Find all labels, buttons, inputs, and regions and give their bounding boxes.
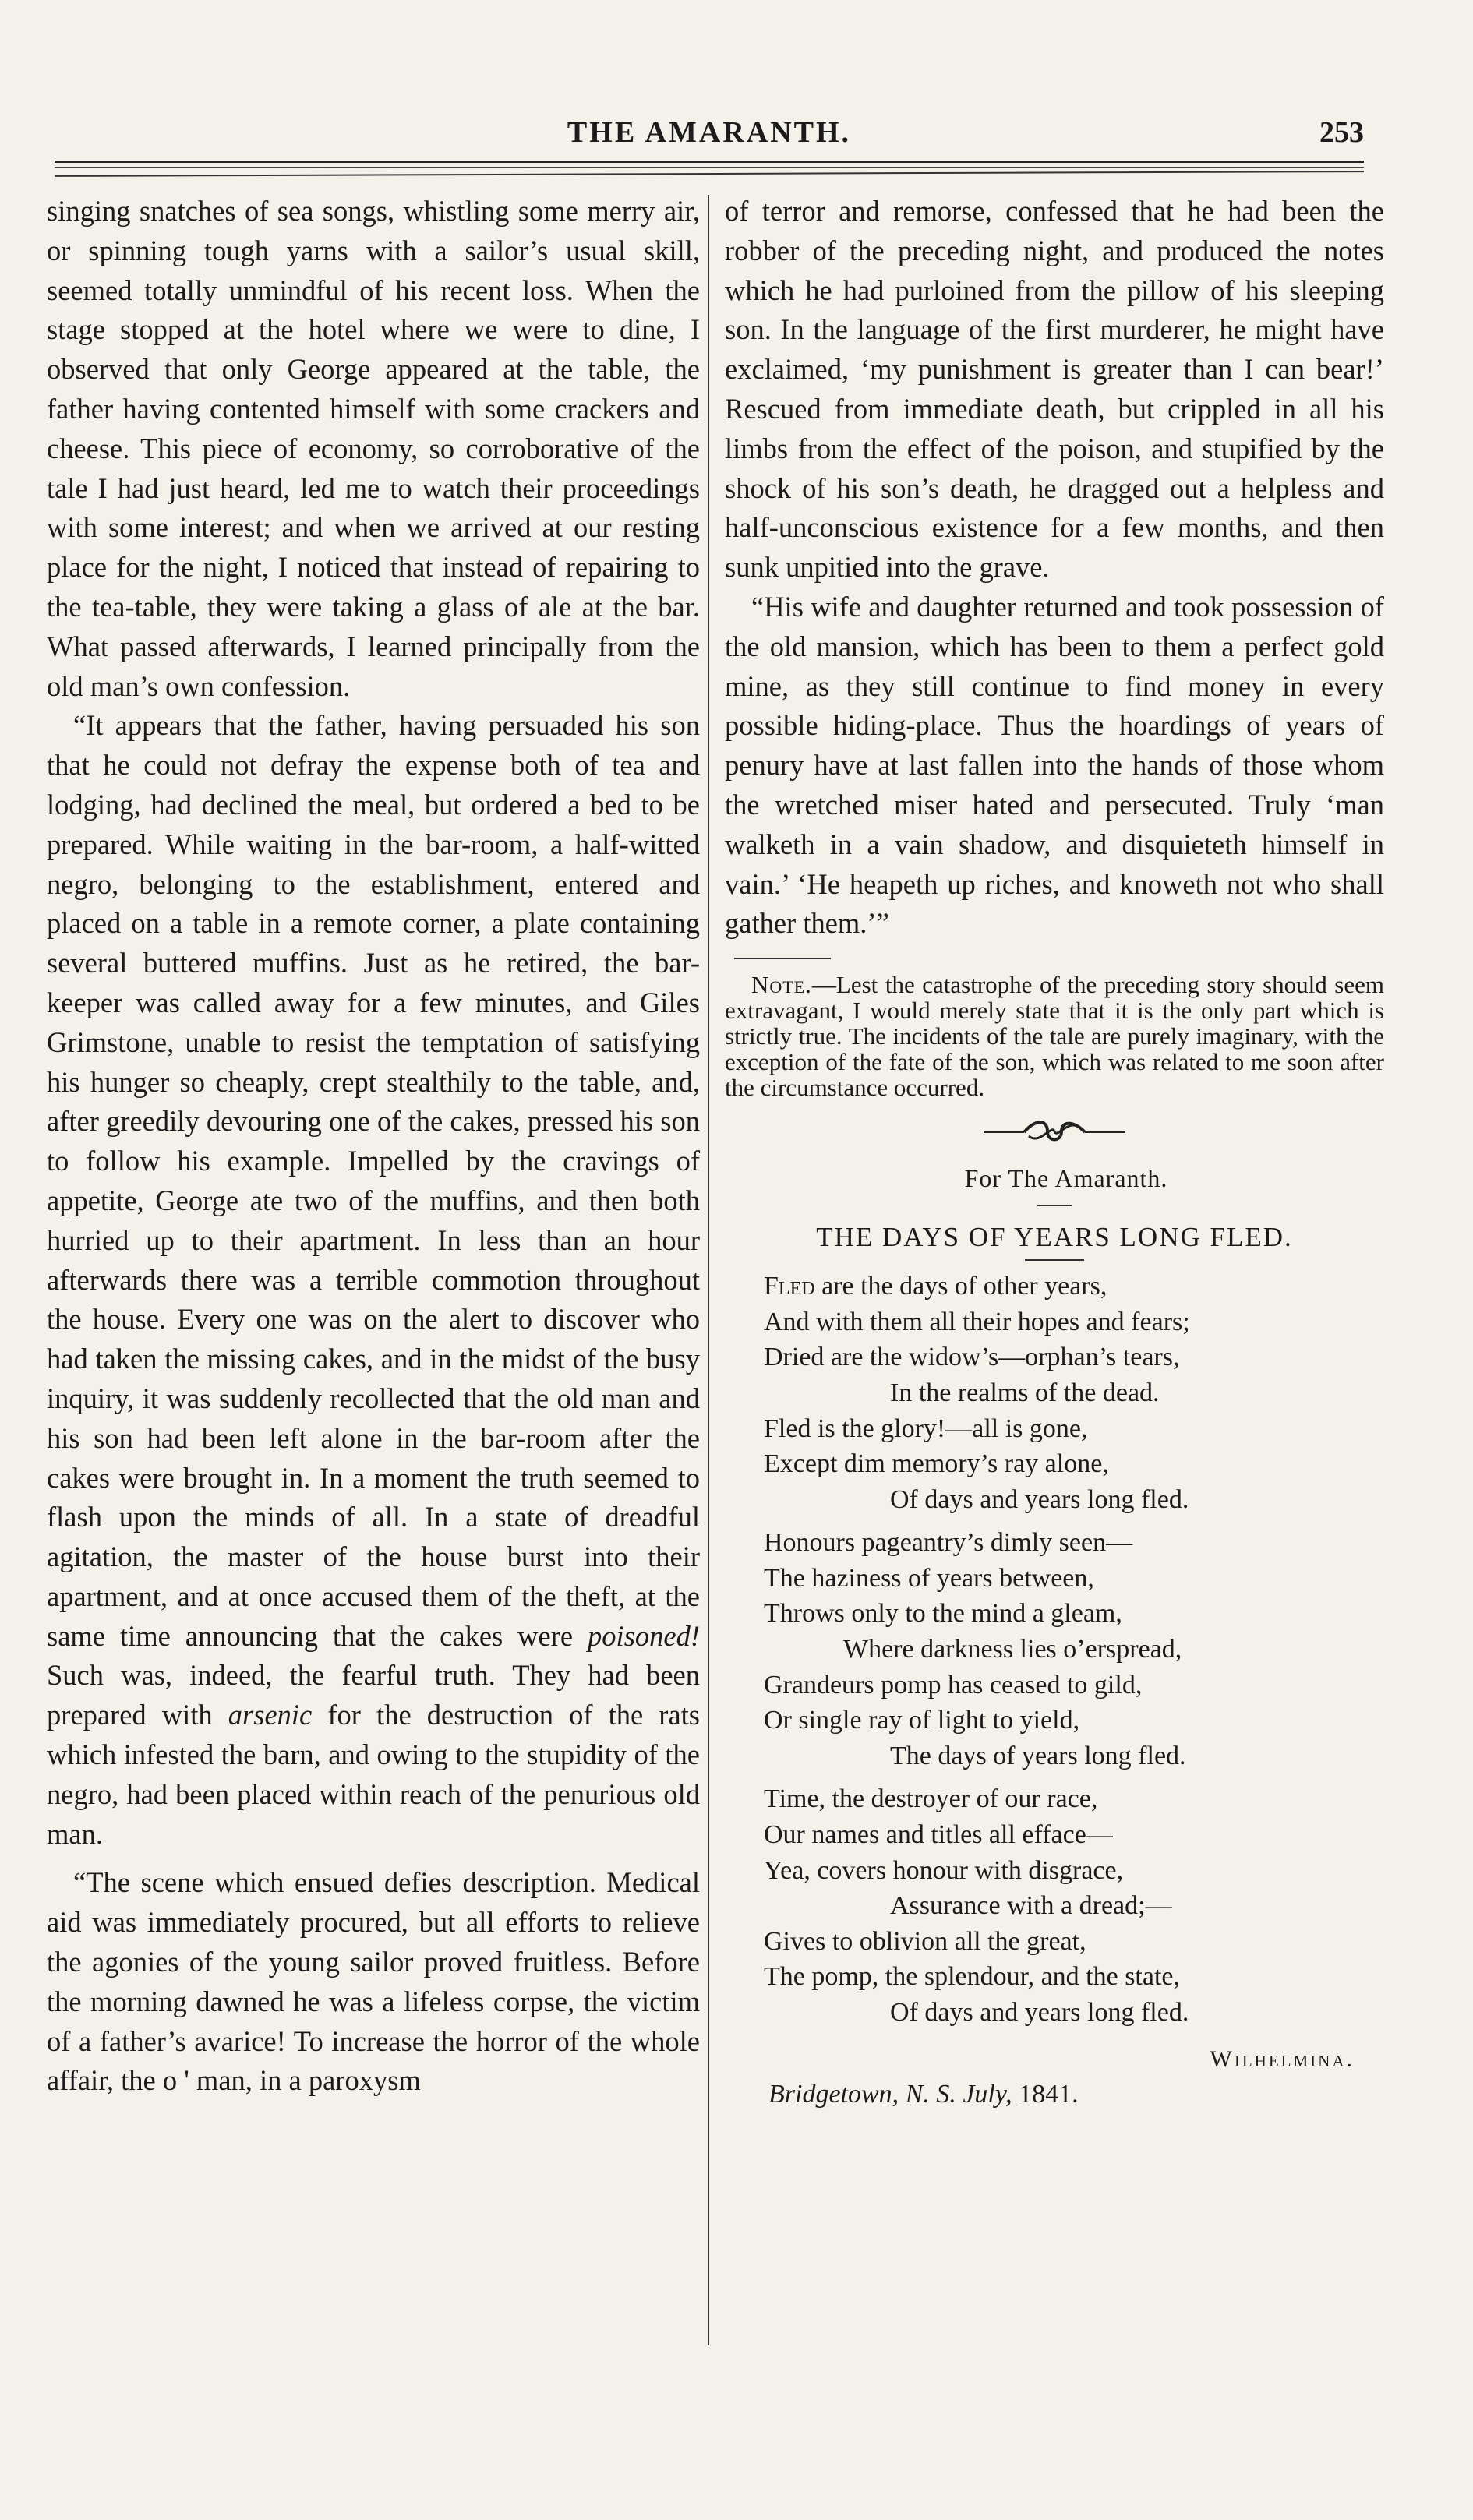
poem-line: Gives to oblivion all the great,: [764, 1926, 1086, 1956]
poem-line: Dried are the widow’s—orphan’s tears,: [764, 1343, 1180, 1372]
story-text: for the destruction of the rats which infested the barn, and owing to the stupidity of the negro, had been placed within reach of the penurious old man.: [47, 1699, 701, 1850]
poem-line: Our names and titles all efface—: [764, 1820, 1113, 1850]
poem-line: The pomp, the splendour, and the state,: [764, 1962, 1181, 1992]
section-rule: [734, 958, 831, 959]
dateline-place: Bridgetown, N. S. July,: [768, 2079, 1012, 2109]
for-the-amaranth-line: For The Amaranth.: [964, 1164, 1168, 1193]
poem-line: [764, 1269, 1384, 1304]
poem-line: Assurance with a dread;—: [890, 1891, 1172, 1921]
poem-title-rule: [1025, 1259, 1084, 1261]
story-text: “It appears that the father, having persuaded his son that he could not defray the expense both of tea and lodging, had declined the meal, but ordered a bed to be prepared. While waiting in the bar-room, a half-witted negro, belonging to the establishment, entered and placed on a table in a remote corner, a plate containing several buttered muffins. Just as he retired, the bar-keeper was called away for a few minutes, and Giles Grimstone, unable to resist the temptation of satisfying his hunger so cheaply, crept stealthily to the table, and, after greedily devouring one of the cakes, pressed his son to follow his example. Impelled by the cravings of appetite, George ate two of the muffins, and then both hurried up to their apartment. In less than an hour afterwards there was a terrible commotion throughout the house. Every one was on the alert to discover who had taken the missing cakes, and in the midst of the busy inquiry, it was suddenly recollected that the old man and his son had been left alone in the bar-room after the cakes were brought in. In a moment the truth seemed to flash upon the minds of all. In a state of dreadful agitation, the master of the house burst into their apartment, and at once accused them of the theft, at the same time announcing that the cakes were: [47, 709, 700, 1652]
poem-line: Where darkness lies o’erspread,: [843, 1635, 1182, 1664]
poem-line: Of days and years long fled.: [890, 1484, 1189, 1514]
poem-stanza: [764, 1269, 1384, 1517]
dateline-year: 1841.: [1019, 2079, 1079, 2109]
poem-line: Except dim memory’s ray alone,: [764, 1449, 1109, 1479]
poem-title: THE DAYS OF YEARS LONG FLED.: [816, 1222, 1293, 1253]
story-paragraph: [47, 706, 700, 1854]
poem-signature: Wilhelmina.: [1210, 2045, 1355, 2072]
poem-dateline: [768, 2076, 1384, 2113]
emphasis-arsenic: arsenic: [228, 1699, 313, 1731]
poem-line: The haziness of years between,: [764, 1563, 1094, 1593]
poem-first-word: Fled: [764, 1272, 815, 1301]
header-rule: [55, 161, 1364, 163]
poem-line: Fled is the glory!—all is gone,: [764, 1414, 1088, 1443]
note-label: Note.: [751, 971, 812, 999]
poem-line: Of days and years long fled.: [890, 1998, 1189, 2028]
flourish-icon: [980, 1116, 1129, 1147]
poem-line: Grandeurs pomp has ceased to gild,: [764, 1670, 1143, 1699]
poem: [764, 1269, 1384, 2030]
page-number: 253: [1319, 116, 1364, 149]
poem-line: Time, the destroyer of our race,: [764, 1784, 1098, 1814]
running-title: THE AMARANTH.: [567, 116, 852, 149]
note-text: —Lest the catastrophe of the preceding story should seem extravagant, I would merely state that it is the only part which is strictly true. The incidents of the tale are purely imaginary, with the exception of the fate of the son, which was related to me soon after the circumstance occurred.: [725, 971, 1384, 1102]
poem-line: Or single ray of light to yield,: [764, 1706, 1080, 1735]
author-note: [725, 972, 1384, 1100]
page-header: [55, 115, 1364, 162]
small-rule: [1037, 1205, 1072, 1206]
poem-line: Yea, covers honour with disgrace,: [764, 1855, 1124, 1885]
poem-line: In the realms of the dead.: [890, 1378, 1160, 1407]
story-paragraph: of terror and remorse, confessed that he had been the robber of the preceding night, and produced the notes which he had purloined from the pillow of his sleeping son. In the language of the first murderer, he might have exclaimed, ‘my punishment is greater than I can bear!’ Rescued from immediate death, but crippled in all his limbs from the effect of the poison, and stupified by the shock of his son’s death, he dragged out a helpless and half-unconscious existence for a few months, and then sunk unpitied into the grave.: [725, 195, 1384, 584]
poem-line: And with them all their hopes and fears;: [764, 1307, 1190, 1336]
header-rule-lower: [55, 171, 1364, 177]
emphasis-poisoned: poisoned!: [588, 1619, 700, 1652]
poem-stanza: [764, 1781, 1384, 2030]
poem-line: Throws only to the mind a gleam,: [764, 1599, 1122, 1629]
left-column: [47, 192, 700, 2101]
poem-line-text: are the days of other years,: [814, 1272, 1107, 1301]
poem-line: Honours pageantry’s dimly seen—: [764, 1528, 1133, 1558]
ornament-divider: [725, 1116, 1384, 1150]
poem-stanza: [764, 1525, 1384, 1774]
header-rule-thin: [55, 167, 1364, 168]
story-text: Such was, indeed, the fearful truth. They had been prepared with: [47, 1659, 700, 1731]
poem-line: The days of years long fled.: [890, 1741, 1186, 1770]
story-paragraph: singing snatches of sea songs, whistling some merry air, or spinning tough yarns with a sailor’s usual skill, seemed totally unmindful of his recent loss. When the stage stopped at the hotel where we were to dine, I observed that only George appeared at the table, the father having contented himself with some crackers and cheese. This piece of economy, so corroborative of the tale I had just heard, led me to watch their proceedings with some interest; and when we arrived at our resting place for the night, I noticed that instead of repairing to the tea-table, they were taking a glass of ale at the bar. What passed afterwards, I learned principally from the old man’s own confession.: [47, 195, 700, 702]
right-column: [725, 192, 1384, 2113]
column-divider: [708, 195, 709, 2345]
story-paragraph: “His wife and daughter returned and took possession of the old mansion, which has been to them a perfect gold mine, as they still continue to find money in every possible hiding-place. Thus the hoardings of years of penury have at last fallen into the hands of those whom the wretched miser hated and persecuted. Truly ‘man walketh in a vain shadow, and disquieteth himself in vain.’ ‘He heapeth up riches, and knoweth not who shall gather them.’”: [725, 590, 1384, 940]
story-paragraph: “The scene which ensued defies description. Medical aid was immediately procured, but all efforts to relieve the agonies of the young sailor proved fruitless. Before the morning dawned he was a lifeless corpse, the victim of a father’s avarice! To increase the horror of the whole affair, the o ' man, in a paroxysm: [47, 1866, 700, 2097]
